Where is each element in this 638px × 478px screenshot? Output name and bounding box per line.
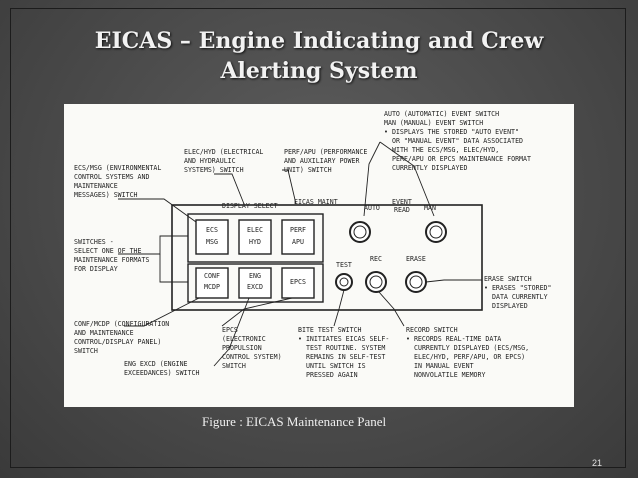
svg-text:UNTIL SWITCH IS: UNTIL SWITCH IS	[306, 362, 366, 370]
svg-text:CONTROL SYSTEM): CONTROL SYSTEM)	[222, 353, 282, 361]
svg-text:SELECT ONE OF THE: SELECT ONE OF THE	[74, 247, 142, 255]
svg-text:• ERASES "STORED": • ERASES "STORED"	[484, 284, 552, 292]
eicas-maint-label: EICAS MAINT	[294, 198, 338, 206]
figure-caption: Figure : EICAS Maintenance Panel	[202, 414, 387, 429]
epcs-button[interactable]	[282, 268, 314, 298]
svg-text:CURRENTLY DISPLAYED (ECS/MSG,: CURRENTLY DISPLAYED (ECS/MSG,	[414, 344, 530, 352]
erase-label: ERASE	[406, 255, 426, 263]
conf-mcdp-line2: MCDP	[204, 283, 220, 291]
svg-text:DATA CURRENTLY: DATA CURRENTLY	[492, 293, 548, 301]
svg-text:TEST ROUTINE. SYSTEM: TEST ROUTINE. SYSTEM	[306, 344, 386, 352]
bite-test-switch[interactable]	[336, 274, 352, 290]
read-label: READ	[394, 206, 410, 214]
slide-title	[40, 26, 598, 86]
svg-text:AND HYDRAULIC: AND HYDRAULIC	[184, 157, 236, 165]
conf-mcdp-annotation	[74, 320, 169, 355]
epcs-line1: EPCS	[290, 278, 306, 286]
svg-text:ERASE SWITCH: ERASE SWITCH	[484, 275, 532, 283]
svg-text:SWITCH: SWITCH	[222, 362, 246, 370]
svg-text:MAINTENANCE FORMATS: MAINTENANCE FORMATS	[74, 256, 150, 264]
svg-text:• DISPLAYS THE STORED "AUTO EV: • DISPLAYS THE STORED "AUTO EVENT"	[384, 128, 519, 136]
conf-mcdp-button[interactable]	[196, 268, 228, 298]
erase-annotation	[484, 275, 552, 310]
elec-hyd-annotation	[184, 148, 263, 174]
page-number: 21	[592, 458, 603, 468]
svg-text:IN MANUAL EVENT: IN MANUAL EVENT	[414, 362, 474, 370]
svg-text:DISPLAYED: DISPLAYED	[492, 302, 528, 310]
auto-man-annotation	[384, 110, 531, 172]
svg-text:AND AUXILIARY POWER: AND AUXILIARY POWER	[284, 157, 360, 165]
event-label: EVENT	[392, 198, 412, 206]
svg-text:CONTROL/DISPLAY PANEL): CONTROL/DISPLAY PANEL)	[74, 338, 162, 346]
svg-text:OR "MANUAL EVENT" DATA ASSOCIA: OR "MANUAL EVENT" DATA ASSOCIATED	[392, 137, 524, 145]
svg-text:(ELECTRONIC: (ELECTRONIC	[222, 335, 266, 343]
man-event-switch[interactable]	[426, 222, 446, 242]
eng-excd-annotation	[124, 360, 199, 377]
svg-text:NONVOLATILE MEMORY: NONVOLATILE MEMORY	[414, 371, 486, 379]
svg-text:RECORD SWITCH: RECORD SWITCH	[406, 326, 458, 334]
display-select-label: DISPLAY SELECT	[222, 202, 278, 210]
svg-text:PROPULSION: PROPULSION	[222, 344, 262, 352]
perf-apu-button[interactable]	[282, 220, 314, 254]
eicas-diagram	[64, 104, 574, 407]
ecs-msg-button[interactable]	[196, 220, 228, 254]
ecs-msg-annotation	[74, 164, 161, 199]
svg-text:REMAINS IN SELF-TEST: REMAINS IN SELF-TEST	[306, 353, 386, 361]
svg-text:BITE TEST SWITCH: BITE TEST SWITCH	[298, 326, 362, 334]
svg-text:PERF/APU OR EPCS MAINTENANCE F: PERF/APU OR EPCS MAINTENANCE FORMAT	[392, 155, 531, 163]
svg-text:ELEC/HYD (ELECTRICAL: ELEC/HYD (ELECTRICAL	[184, 148, 264, 156]
svg-text:MESSAGES) SWITCH: MESSAGES) SWITCH	[74, 191, 138, 199]
title-line-1: EICAS – Engine Indicating and Crew	[94, 28, 544, 54]
eicas-panel-figure	[64, 104, 574, 407]
svg-text:UNIT) SWITCH: UNIT) SWITCH	[284, 166, 332, 174]
svg-text:• RECORDS REAL-TIME DATA: • RECORDS REAL-TIME DATA	[406, 335, 502, 343]
svg-text:SWITCH: SWITCH	[74, 347, 98, 355]
auto-label: AUTO	[364, 204, 380, 212]
perf-apu-annotation	[284, 148, 367, 174]
svg-text:MAN (MANUAL) EVENT SWITCH: MAN (MANUAL) EVENT SWITCH	[384, 119, 484, 127]
title-line-2: Alerting System	[220, 58, 418, 84]
svg-text:ELEC/HYD, PERF/APU, OR EPCS): ELEC/HYD, PERF/APU, OR EPCS)	[414, 353, 526, 361]
svg-text:PERF/APU (PERFORMANCE: PERF/APU (PERFORMANCE	[284, 148, 368, 156]
svg-text:SWITCHES -: SWITCHES -	[74, 238, 114, 246]
svg-text:CONF/MCDP (CONFIGURATION: CONF/MCDP (CONFIGURATION	[74, 320, 170, 328]
svg-text:MAINTENANCE: MAINTENANCE	[74, 182, 118, 190]
perf-apu-line1: PERF	[290, 226, 306, 234]
test-label: TEST	[336, 261, 352, 269]
svg-text:WITH THE ECS/MSG, ELEC/HYD,: WITH THE ECS/MSG, ELEC/HYD,	[392, 146, 500, 154]
svg-text:• INITIATES EICAS SELF-: • INITIATES EICAS SELF-	[298, 335, 390, 343]
svg-text:EXCEEDANCES) SWITCH: EXCEEDANCES) SWITCH	[124, 369, 200, 377]
eng-excd-line1: ENG	[249, 272, 261, 280]
svg-text:AND MAINTENANCE: AND MAINTENANCE	[74, 329, 134, 337]
ecs-msg-line1: ECS	[206, 226, 218, 234]
record-switch[interactable]	[366, 272, 386, 292]
eng-excd-line2: EXCD	[247, 283, 263, 291]
record-annotation	[406, 326, 529, 379]
svg-text:PRESSED AGAIN: PRESSED AGAIN	[306, 371, 358, 379]
conf-mcdp-line1: CONF	[204, 272, 220, 280]
svg-text:ENG EXCD (ENGINE: ENG EXCD (ENGINE	[124, 360, 188, 368]
erase-switch[interactable]	[406, 272, 426, 292]
eng-excd-button[interactable]	[239, 268, 271, 298]
ecs-msg-line2: MSG	[206, 238, 218, 246]
switches-annotation	[74, 238, 149, 273]
svg-text:SYSTEMS) SWITCH: SYSTEMS) SWITCH	[184, 166, 244, 174]
bite-test-annotation	[298, 326, 389, 379]
svg-text:ECS/MSG (ENVIRONMENTAL: ECS/MSG (ENVIRONMENTAL	[74, 164, 162, 172]
svg-text:FOR DISPLAY: FOR DISPLAY	[74, 265, 118, 273]
man-label: MAN	[424, 204, 436, 212]
svg-text:EPCS: EPCS	[222, 326, 238, 334]
auto-event-switch[interactable]	[350, 222, 370, 242]
epcs-annotation	[222, 326, 282, 370]
perf-apu-line2: APU	[292, 238, 304, 246]
svg-text:AUTO (AUTOMATIC) EVENT SWITCH: AUTO (AUTOMATIC) EVENT SWITCH	[384, 110, 500, 118]
rec-label: REC	[370, 255, 382, 263]
elec-hyd-line2: HYD	[249, 238, 261, 246]
elec-hyd-line1: ELEC	[247, 226, 263, 234]
elec-hyd-button[interactable]	[239, 220, 271, 254]
svg-text:CURRENTLY DISPLAYED: CURRENTLY DISPLAYED	[392, 164, 468, 172]
svg-text:CONTROL SYSTEMS AND: CONTROL SYSTEMS AND	[74, 173, 150, 181]
